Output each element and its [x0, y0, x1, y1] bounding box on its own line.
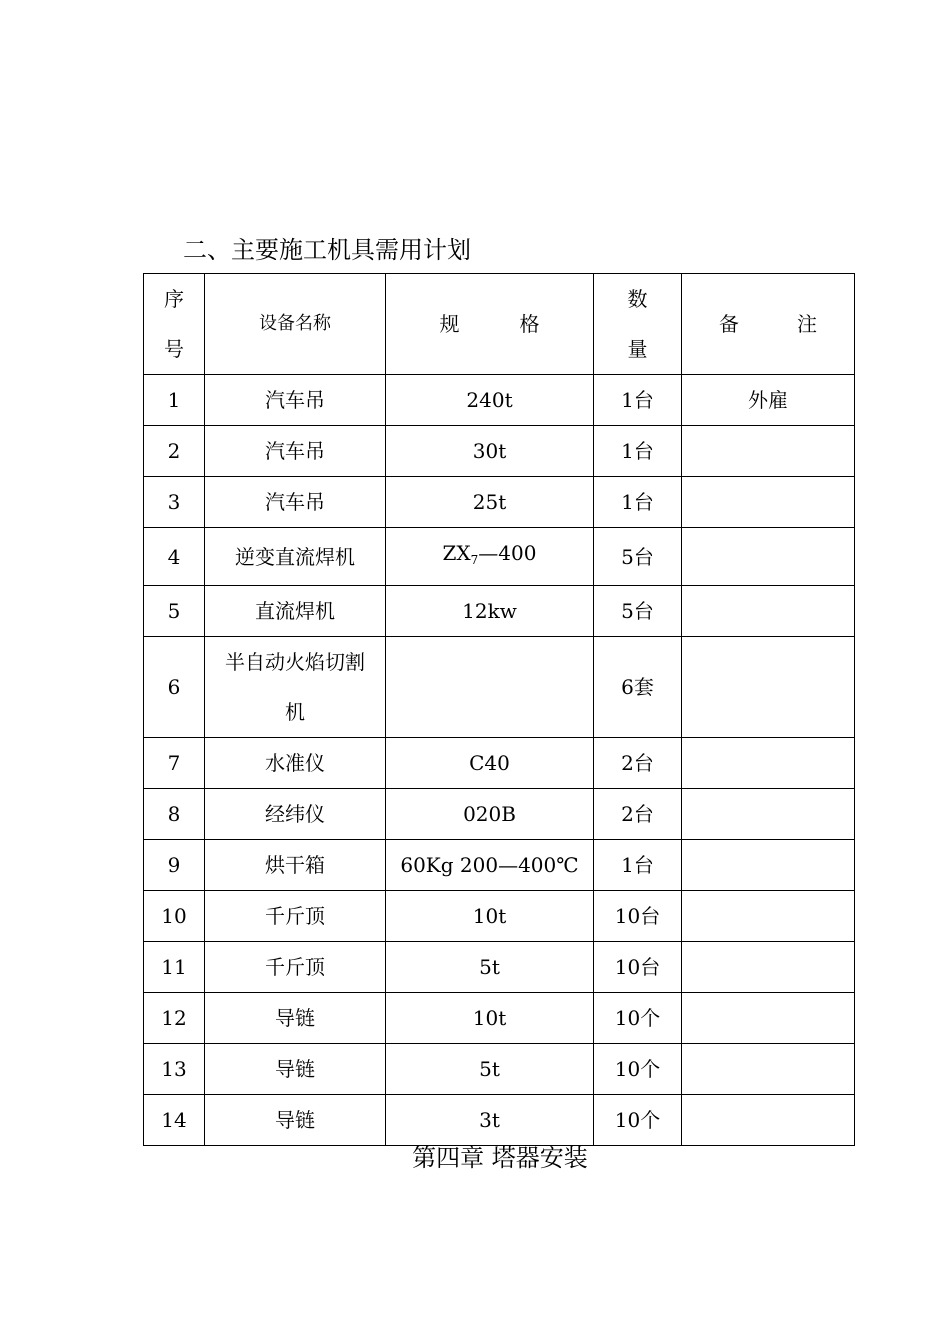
- table-row: [144, 586, 855, 637]
- header-index: [144, 274, 205, 375]
- cell-note: [682, 586, 855, 637]
- cell-name: 千斤顶: [205, 891, 386, 942]
- cell-spec: 60Kg 200—400℃: [386, 840, 594, 891]
- cell-name: 千斤顶: [205, 942, 386, 993]
- header-spec-left: 规: [439, 312, 460, 336]
- cell-name: 导链: [205, 1044, 386, 1095]
- cell-spec: 5t: [386, 942, 594, 993]
- cell-name: 水准仪: [205, 738, 386, 789]
- cell-spec: 10t: [386, 993, 594, 1044]
- cell-name: 汽车吊: [205, 477, 386, 528]
- cell-name: 导链: [205, 1095, 386, 1146]
- cell-note: [682, 840, 855, 891]
- cell-note: [682, 1044, 855, 1095]
- header-qty-label: 数量: [627, 287, 648, 361]
- header-note-left: 备: [719, 312, 739, 336]
- cell-qty: 10个: [594, 1044, 682, 1095]
- cell-name: 汽车吊: [205, 375, 386, 426]
- cell-spec: 25t: [386, 477, 594, 528]
- cell-note: [682, 738, 855, 789]
- table-row: [144, 942, 855, 993]
- cell-note: [682, 993, 855, 1044]
- spec-subscript: 7: [470, 553, 479, 567]
- cell-index: 8: [144, 789, 205, 840]
- cell-note: [682, 528, 855, 586]
- header-spec: [386, 274, 594, 375]
- header-name-label: 设备名称: [259, 313, 331, 334]
- cell-spec: 12kw: [386, 586, 594, 637]
- cell-qty: 1台: [594, 375, 682, 426]
- cell-name: 经纬仪: [205, 789, 386, 840]
- cell-spec: 30t: [386, 426, 594, 477]
- cell-note: [682, 789, 855, 840]
- cell-index: 6: [144, 637, 205, 738]
- cell-spec: 10t: [386, 891, 594, 942]
- cell-index: 2: [144, 426, 205, 477]
- table-row: [144, 477, 855, 528]
- cell-qty: 5台: [594, 586, 682, 637]
- table-row: [144, 637, 855, 738]
- cell-index: 13: [144, 1044, 205, 1095]
- cell-qty: 2台: [594, 789, 682, 840]
- cell-index: 3: [144, 477, 205, 528]
- cell-name: 直流焊机: [205, 586, 386, 637]
- cell-note: [682, 942, 855, 993]
- header-note-right: 注: [797, 312, 817, 336]
- cell-qty: 10个: [594, 993, 682, 1044]
- equipment-table: [143, 273, 855, 1146]
- cell-name: 逆变直流焊机: [205, 528, 386, 586]
- cell-qty: 6套: [594, 637, 682, 738]
- cell-index: 14: [144, 1095, 205, 1146]
- cell-qty: 10个: [594, 1095, 682, 1146]
- cell-index: 11: [144, 942, 205, 993]
- cell-index: 12: [144, 993, 205, 1044]
- cell-qty: 2台: [594, 738, 682, 789]
- cell-name: [205, 637, 386, 738]
- cell-name-text: 半自动火焰切割机: [225, 650, 365, 724]
- chapter-title: 第四章 塔器安装: [412, 1144, 588, 1172]
- cell-note: 外雇: [682, 375, 855, 426]
- cell-qty: 1台: [594, 477, 682, 528]
- cell-qty: 10台: [594, 891, 682, 942]
- spec-main: ZX: [442, 541, 471, 565]
- cell-name: 汽车吊: [205, 426, 386, 477]
- cell-name: 烘干箱: [205, 840, 386, 891]
- table-row: [144, 891, 855, 942]
- cell-index: 7: [144, 738, 205, 789]
- section-title: 二、主要施工机具需用计划: [183, 236, 471, 264]
- cell-index: 10: [144, 891, 205, 942]
- cell-spec: 5t: [386, 1044, 594, 1095]
- cell-qty: 1台: [594, 840, 682, 891]
- cell-spec: 3t: [386, 1095, 594, 1146]
- table-row: [144, 1044, 855, 1095]
- cell-qty: 5台: [594, 528, 682, 586]
- header-note: [682, 274, 855, 375]
- cell-name: 导链: [205, 993, 386, 1044]
- cell-index: 1: [144, 375, 205, 426]
- cell-qty: 1台: [594, 426, 682, 477]
- cell-index: 9: [144, 840, 205, 891]
- header-name: [205, 274, 386, 375]
- cell-spec: 020B: [386, 789, 594, 840]
- table-row: [144, 375, 855, 426]
- table-row: [144, 1095, 855, 1146]
- cell-note: [682, 637, 855, 738]
- table-row: [144, 993, 855, 1044]
- cell-spec: [386, 637, 594, 738]
- cell-note: [682, 891, 855, 942]
- header-qty: [594, 274, 682, 375]
- cell-note: [682, 426, 855, 477]
- cell-note: [682, 477, 855, 528]
- table-row: [144, 528, 855, 586]
- cell-spec: [386, 528, 594, 586]
- cell-spec: C40: [386, 738, 594, 789]
- table-row: [144, 738, 855, 789]
- header-index-label: 序号: [164, 287, 184, 361]
- table-row: [144, 789, 855, 840]
- cell-note: [682, 1095, 855, 1146]
- cell-index: 5: [144, 586, 205, 637]
- table-header-row: [144, 274, 855, 375]
- cell-spec: 240t: [386, 375, 594, 426]
- header-spec-right: 格: [519, 312, 540, 336]
- table-row: [144, 426, 855, 477]
- spec-tail: —400: [478, 541, 537, 565]
- cell-qty: 10台: [594, 942, 682, 993]
- cell-index: 4: [144, 528, 205, 586]
- table-row: [144, 840, 855, 891]
